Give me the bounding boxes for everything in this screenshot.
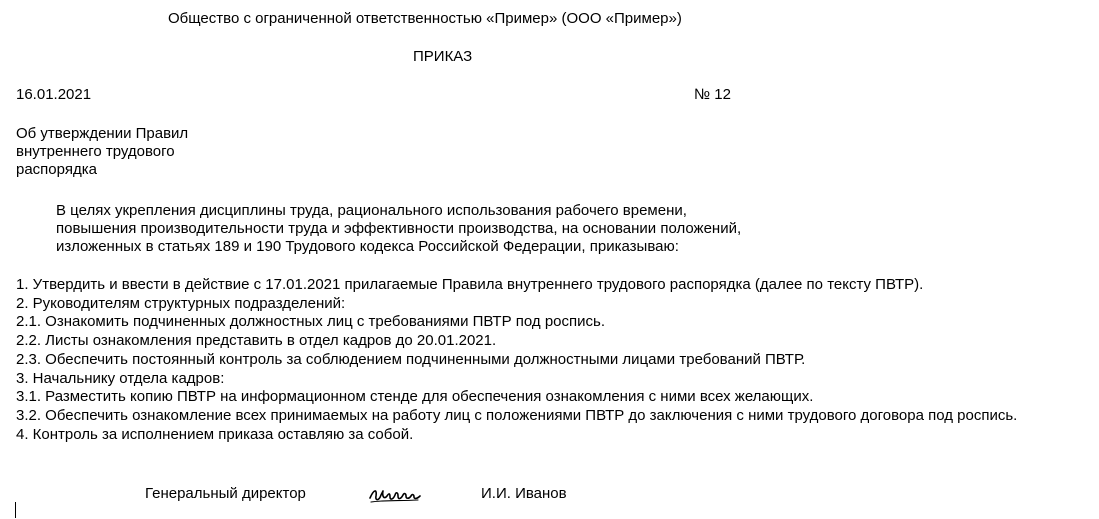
- subject-line: Об утверждении Правил: [16, 125, 189, 142]
- order-item: 1. Утвердить и ввести в действие с 17.01.2021 прилагаемые Правила внутреннего трудового распорядка (далее по тексту ПВТР).: [16, 276, 924, 293]
- signatory-name: И.И. Иванов: [481, 485, 567, 502]
- organization-name: Общество с ограниченной ответственностью «Пример» (ООО «Пример»): [168, 10, 682, 27]
- signature-block: [0, 485, 1099, 505]
- order-items: [16, 276, 1017, 444]
- preamble: [56, 202, 741, 256]
- order-item: 2.2. Листы ознакомления представить в отдел кадров до 20.01.2021.: [16, 332, 497, 350]
- order-item: 3.1. Разместить копию ПВТР на информационном стенде для обеспечения ознакомления с ними всех желающих.: [16, 388, 814, 406]
- document-number: № 12: [694, 86, 731, 103]
- document-title: ПРИКАЗ: [413, 48, 473, 65]
- subject-line: распорядка: [16, 161, 97, 178]
- order-item: 3. Начальнику отдела кадров:: [16, 369, 225, 387]
- preamble-line: изложенных в статьях 189 и 190 Трудового кодекса Российской Федерации, приказываю:: [56, 238, 679, 255]
- order-item: 2. Руководителям структурных подразделений:: [16, 294, 346, 312]
- subject-line: внутреннего трудового: [16, 143, 175, 160]
- order-item: 3.2. Обеспечить ознакомление всех принимаемых на работу лиц с положениями ПВТР до заключения с ними трудового договора под роспись.: [16, 406, 1018, 424]
- document-date: 16.01.2021: [16, 86, 92, 103]
- handwritten-signature: [368, 483, 424, 505]
- text-cursor: [15, 502, 16, 518]
- preamble-line: В целях укрепления дисциплины труда, рационального использования рабочего времени,: [56, 202, 687, 219]
- order-subject: [16, 125, 188, 179]
- preamble-line: повышения производительности труда и эффективности производства, на основании положений,: [56, 220, 742, 237]
- order-item: 2.1. Ознакомить подчиненных должностных лиц с требованиями ПВТР под роспись.: [16, 313, 605, 331]
- signatory-position: Генеральный директор: [145, 485, 306, 502]
- order-item: 4. Контроль за исполнением приказа оставляю за собой.: [16, 425, 414, 443]
- order-item: 2.3. Обеспечить постоянный контроль за соблюдением подчиненными должностными лицами требований ПВТР.: [16, 350, 806, 368]
